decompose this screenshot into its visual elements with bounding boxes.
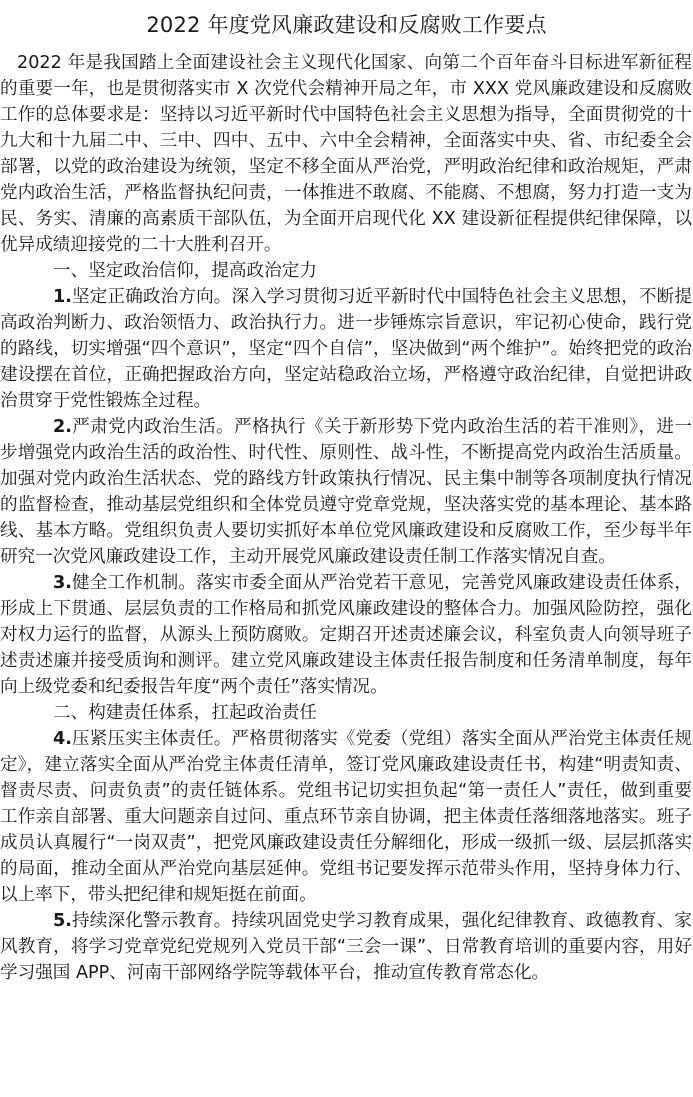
item-text: 健全工作机制。落实市委全面从严治党若干意见，完善党风廉政建设责任体系，形成上下贯通、层层负责的工作格局和抓党风廉政建设的整体合力。加强风险防控，强化对权力运行的监督，从源头上预防腐败。定期召开述责述廉会议，科室负责人向领导班子述责述廉并接受质询和测评。建立党风廉政建设主体责任报告制度和任务清单制度，每年向上级党委和纪委报告年度“两个责任”落实情况。 [0,573,692,697]
section-heading: 二、构建责任体系，扛起政治责任 [53,703,317,723]
item-text: 严肃党内政治生活。严格执行《关于新形势下党内政治生活的若干准则》，进一步增强党内政治生活的政治性、时代性、原则性、战斗性，不断提高党内政治生活质量。加强对党内政治生活状态、党的路线方针政策执行情况、民主集中制等各项制度执行情况的监督检查，推动基层党组织和全体党员遵守党章党规，坚决落实党的基本理论、基本路线、基本方略。党组织负责人要切实抓好本单位党风廉政建设和反腐败工作，至少每半年研究一次党风廉政建设工作，主动开展党风廉政建设责任制工作落实情况自查。 [0,417,692,567]
item-text: 坚定正确政治方向。深入学习贯彻习近平新时代中国特色社会主义思想，不断提高政治判断力、政治领悟力、政治执行力。进一步锤炼宗旨意识，牢记初心使命，践行党的路线，切实增强“四个意识”，坚定“四个自信”，坚决做到“两个维护”。始终把党的政治建设摆在首位，正确把握政治方向，坚定站稳政治立场，严格遵守政治纪律，自觉把讲政治贯穿于党性锻炼全过程。 [0,287,692,411]
item-number: 1. [53,287,72,307]
item-text: 持续深化警示教育。持续巩固党史学习教育成果，强化纪律教育、政德教育、家风教育，将学习党章党纪党规列入党员干部“三会一课”、日常教育培训的重要内容，用好学习强国 APP、河南干部网络学院等载体平台，推动宣传教育常态化。 [0,911,692,983]
item-number: 4. [53,729,72,749]
list-item [0,726,693,908]
item-number: 3. [53,573,72,593]
section-heading: 一、坚定政治信仰，提高政治定力 [53,261,317,281]
section-1 [0,258,693,700]
list-item [0,908,693,986]
section-2 [0,700,693,986]
document-title: 2022 年度党风廉政建设和反腐败工作要点 [146,13,547,37]
item-number: 2. [53,417,72,437]
list-item [0,284,693,414]
item-text: 压紧压实主体责任。严格贯彻落实《党委（党组）落实全面从严治党主体责任规定》，建立落实全面从严治党主体责任清单，签订党风廉政建设责任书，构建“明责知责、督责尽责、问责负责”的责任链体系。党组书记切实担负起“第一责任人”责任，做到重要工作亲自部署、重大问题亲自过问、重点环节亲自协调，把主体责任落细落地落实。班子成员认真履行“一岗双责”，把党风廉政建设责任分解细化，形成一级抓一级、层层抓落实的局面，推动全面从严治党向基层延伸。党组书记要发挥示范带头作用，坚持身体力行、以上率下，带头把纪律和规矩挺在前面。 [0,729,692,905]
intro-paragraph: 2022 年是我国踏上全面建设社会主义现代化国家、向第二个百年奋斗目标进军新征程的重要一年，也是贯彻落实市 X 次党代会精神开局之年，市 XXX 党风廉政建设和反腐败工作的总体要求是：坚持以习近平新时代中国特色社会主义思想为指导，全面贯彻党的十九大和十九届二中、三中、四中、五中、六中全会精神，全面落实中央、省、市纪委全会部署，以党的政治建设为统领，坚定不移全面从严治党，严明政治纪律和政治规矩，严肃党内政治生活，严格监督执纪问责，一体推进不敢腐、不能腐、不想腐，努力打造一支为民、务实、清廉的高素质干部队伍，为全面开启现代化 XX 建设新征程提供纪律保障，以优异成绩迎接党的二十大胜利召开。 [0,53,692,255]
item-number: 5. [53,911,72,931]
list-item [0,414,693,570]
list-item [0,570,693,700]
